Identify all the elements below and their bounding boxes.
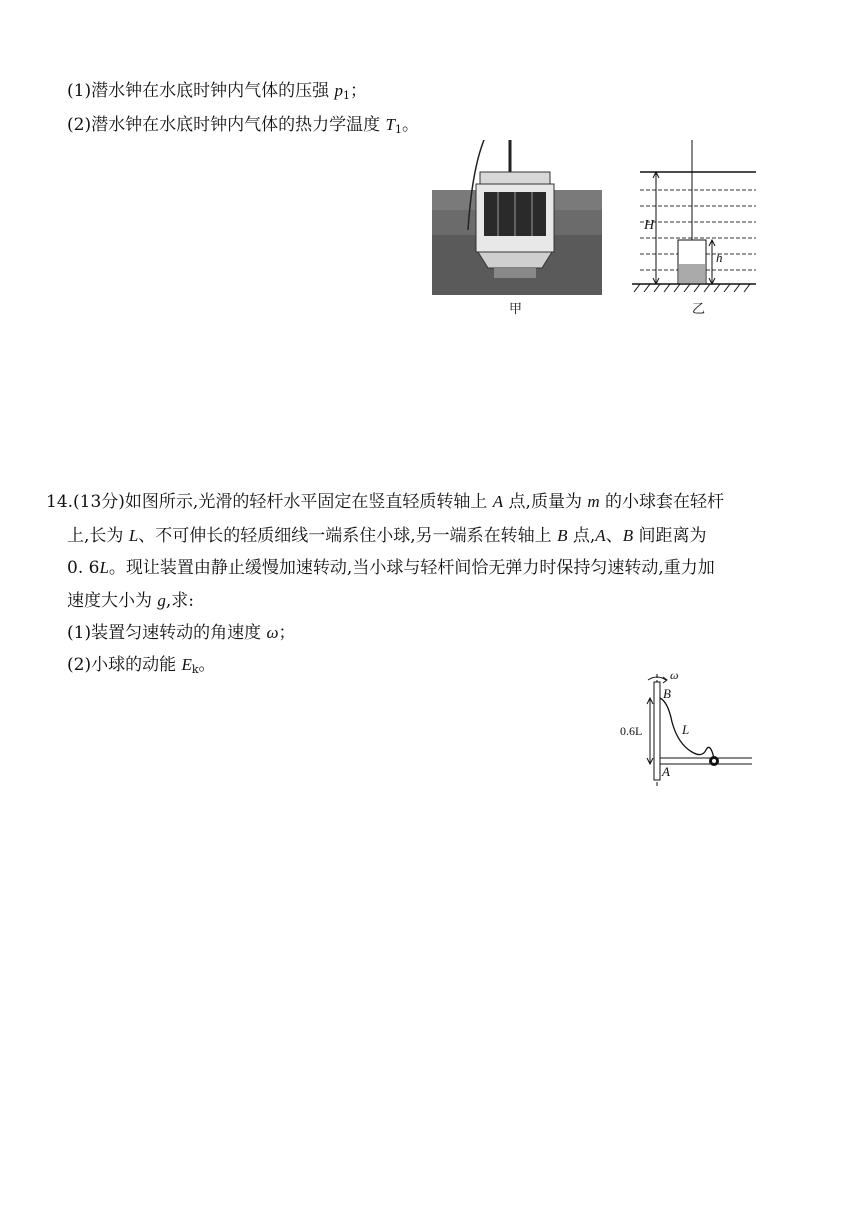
q14-line2 xyxy=(67,524,706,548)
q13-sub2-text: (2)潜水钟在水底时钟内气体的热力学温度 xyxy=(67,115,386,135)
q14-text: 14.(13分)如图所示,光滑的轻杆水平固定在竖直轻质转轴上 xyxy=(46,492,493,512)
q13-sub1-subscript: 1 xyxy=(342,89,350,102)
q14-symbol: L xyxy=(99,558,109,577)
q14-sub1 xyxy=(67,621,296,645)
q14-line1 xyxy=(46,490,724,514)
q14-symbol: A xyxy=(492,492,504,511)
q13-sub1-symbol: p xyxy=(334,81,343,100)
q14-symbol: L xyxy=(128,526,139,545)
q14-sub1-symbol: ω xyxy=(266,623,279,642)
q14-text: 点,质量为 xyxy=(503,492,588,512)
q14-symbol: A xyxy=(595,526,606,545)
q14-text: 点, xyxy=(567,526,596,546)
q14-symbol: B xyxy=(622,526,634,545)
q13-sub2 xyxy=(67,113,419,142)
q13-sub1-suffix: ； xyxy=(349,81,367,101)
figure-yi-caption: 乙 xyxy=(692,302,706,317)
q14-sub2-suffix: 。 xyxy=(198,655,216,675)
q14-text: ,求: xyxy=(165,591,195,611)
label-H: H xyxy=(644,218,655,233)
figure-q14-rotating-axis xyxy=(620,668,760,787)
q14-text: 、不可伸长的轻质细线一端系住小球,另一端系在转轴上 xyxy=(138,526,558,546)
q14-sub2-text: (2)小球的动能 xyxy=(67,655,182,675)
q14-text: 间距离为 xyxy=(633,526,707,546)
diving-bell-photo-image xyxy=(432,140,602,295)
q14-text: 0. 6 xyxy=(67,558,100,578)
q14-line4 xyxy=(67,589,194,613)
label-omega: ω xyxy=(670,668,679,682)
figure-yi-diagram xyxy=(628,140,758,298)
q14-symbol: B xyxy=(557,526,568,545)
q13-sub2-symbol: T xyxy=(385,115,395,134)
q14-sub2-symbol: E xyxy=(181,655,192,674)
label-A: A xyxy=(662,764,670,779)
q13-sub2-suffix: 。 xyxy=(401,115,419,135)
q14-symbol: g xyxy=(157,591,166,610)
q14-line3 xyxy=(67,556,715,580)
q14-sub2 xyxy=(67,653,216,682)
q14-text: 的小球套在轻杆 xyxy=(599,492,725,512)
figure-jia-photo xyxy=(432,140,602,295)
label-h: h xyxy=(716,250,723,265)
q14-symbol: m xyxy=(587,492,600,511)
q14-sub1-text: (1)装置匀速转动的角速度 xyxy=(67,623,267,643)
figure-jia-caption: 甲 xyxy=(509,302,523,317)
label-B: B xyxy=(663,686,671,701)
q13-sub1-text: (1)潜水钟在水底时钟内气体的压强 xyxy=(67,81,335,101)
q14-text: 速度大小为 xyxy=(67,591,158,611)
q14-text: 。现让装置由静止缓慢加速转动,当小球与轻杆间恰无弹力时保持匀速转动,重力加 xyxy=(108,558,715,578)
label-L: L xyxy=(682,722,690,737)
q14-sub1-suffix: ； xyxy=(278,623,296,643)
q14-sub2-subscript: k xyxy=(191,663,199,676)
q14-text: 、 xyxy=(605,526,623,546)
q13-sub2-subscript: 1 xyxy=(394,123,402,136)
q14-text: 上,长为 xyxy=(67,526,129,546)
label-distance: 0.6L xyxy=(620,724,643,738)
q13-sub1 xyxy=(67,79,367,108)
